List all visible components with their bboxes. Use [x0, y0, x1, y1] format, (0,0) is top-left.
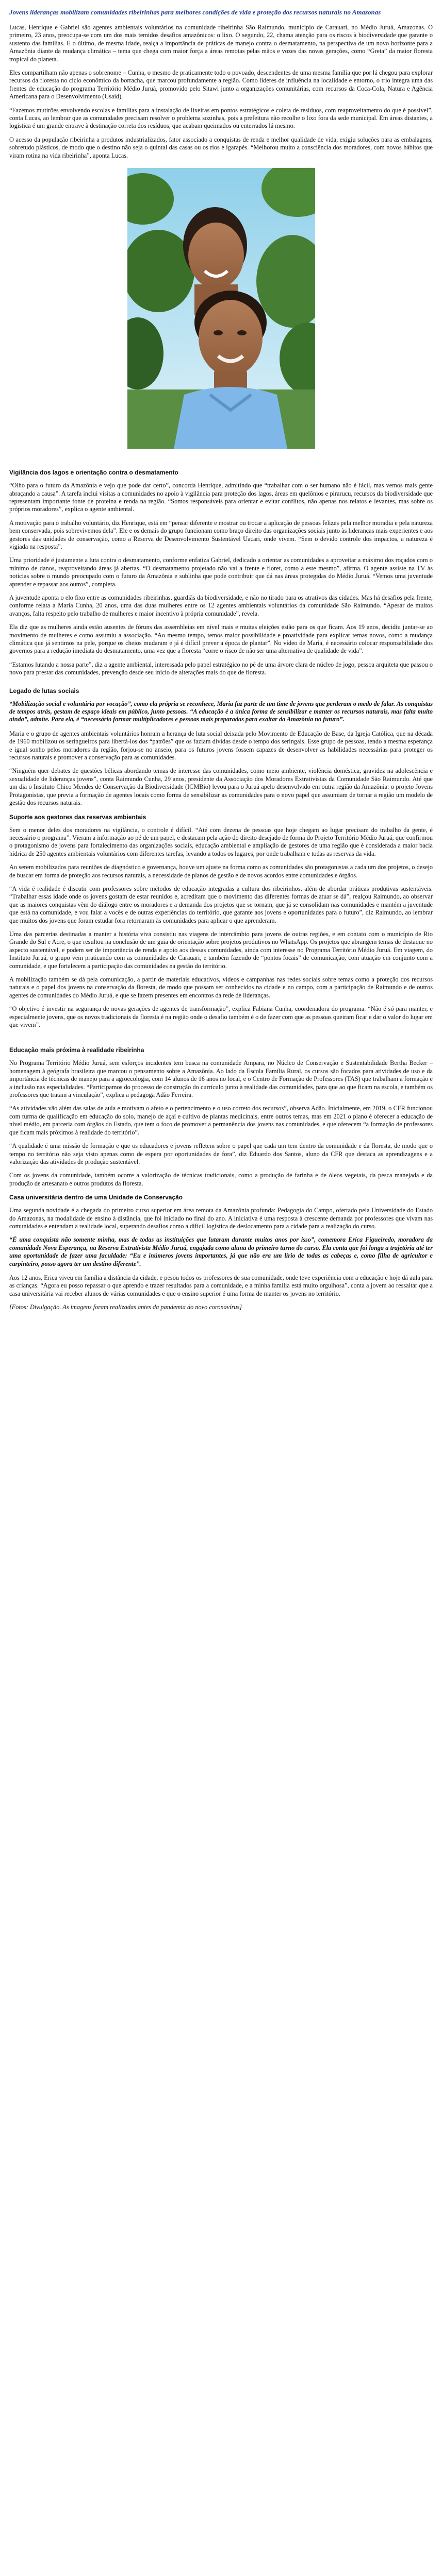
section-paragraph: Aos 12 anos, Erica viveu em família a distância da cidade, e pesou todos os professores de sua comunidade, onde teve experiência com a educação e hoje dá aula para as crianças. “Agora eu posso repassar o que aprendo e trazer resultados para a comunidade, e a minha família está muito orgulhosa”, conta a jovem ao ressaltar que a casa universitária vai receber alunos de várias comunidades e que o ensino superior é uma forma de manter os jovens no território. [9, 1274, 433, 1297]
section-title: Vigilância dos lagos e orientação contra o desmatamento [9, 469, 178, 477]
section-title: Educação mais próxima à realidade ribeirinha [9, 1046, 144, 1054]
photo-credit: [Fotos: Divulgação. As imagens foram realizadas antes da pandemia do novo coronavírus] [9, 1303, 242, 1311]
section-title: Legado de lutas sociais [9, 687, 79, 694]
section-paragraph: Com os jovens da comunidade, também ocorre a valorização de técnicas tradicionais, como a produção de farinha e de óleos vegetais, da pesca manejada e da produção de artesanato e outros produtos da floresta. [9, 1172, 433, 1187]
section-paragraph: No Programa Território Médio Juruá, sem esforços incidentes tem busca na comunidade Ampara, no Núcleo de Conservação e Sustentabilidade Bertha Becker – homenagem à geógrafa brasileira que marcou o pensamento sobre a Amazônia. Ao lado da Escola Família Rural, os cursos são focados para atividades de uso e da importância de técnicas de manejo para a agroecologia, com 14 alunos de 16 anos no local, e o Centro de Formação de Professores (TAS) que trabalham a formação e a inclusão nas especialidades. “Participamos do processo de construção do currículo junto à realidade das comunidades, para que ao que ficam na escola, e também os professores que tratam a vinculação”, explica a pedagoga Adão Ferreira. [9, 1059, 433, 1099]
section-suporte [9, 813, 433, 1029]
article-headline: Jovens lideranças mobilizam comunidades ribeirinhas para melhores condições de vida e proteção dos recursos naturais no Amazonas [9, 8, 381, 16]
section-paragraph: “A qualidade é uma missão de formação e que os educadores e jovens refletem sobre o papel que cada um tem dentro da comunidade e da floresta, de modo que o tempo no território não seja visto apenas como de espera por oportunidades de fora”, diz Eduardo dos Santos, aluno da CFR que destaca as aprendizagens e a valorização das atividades de produção sustentável. [9, 1142, 433, 1165]
section-casa-universitaria [9, 1193, 433, 1298]
section-paragraph: “A vida é realidade é discutir com professores sobre métodos de educação integradas a cultura dos ribeirinhos, além de abordar práticas produtivas sustentáveis. “Trabalhar essas idade onde os jovens gostam de estar reunidos e, acreditam que o movimento das diferentes formas de atuar se dá”, realçou Raimundo, ao observar que as maiores conquistas vêm do diálogo entre os moradores e a demanda dos projetos que se tornam, que já se consolidam nas comunidades e mantém a juventude que está na comunidade, e vou falar a vocês e de outras experiências do território, que garante aos jovens e oportunidades para o futuro”, diz Raimundo, ao lembrar que muitos dos jovens que foram estudar fora retornaram às comunidades para aplicar o que aprenderam. [9, 885, 433, 924]
section-paragraph: “Olho para o futuro da Amazônia e vejo que pode dar certo”, concorda Henrique, admitindo que “trabalhar com o ser humano não é fácil, mas vemos mais gente abraçando a causa”. A tarefa inclui visitas a comunidades no apoio à vigilância para proteção dos lagos, áreas em quelônios e pirarucu, recursos da biodiversidade que representam importante fonte de proteína e renda na região. “Somos responsáveis para orientar e evitar conflitos, não apenas nos relatos e levantes, mas sobre os próprios moradores”, explica o agente ambiental. [9, 482, 433, 513]
section-vigilancia [9, 468, 433, 677]
intro-paragraph: O acesso da população ribeirinha a produtos industrializados, fator associado a conquistas de renda e melhor qualidade de vida, exigiu soluções para as embalagens, sobretudo plásticos, de modo que o destino não seja o quintal das casas ou os rios e igarapés. “Melhorou muito a consciência dos moradores, com novos hábitos que viram rotina na vida ribeirinha”, aponta Lucas. [9, 135, 433, 159]
section-paragraph: “Ninguém quer debates de questões bélicas abordando temas de interesse das comunidades, como meio ambiente, violência doméstica, gravidez na adolescência e sexualidade de lideranças jovens”, conta Raimundo Cunha, 29 anos, presidente da Associação dos Moradores Extrativistas da Comunidade São Raimundo. Até que um dia o Instituto Chico Mendes de Conservação da Biodiversidade (ICMBio) levou para o Juruá apelo desenvolvido em outra região da Amazônia: o projeto Jovens Protagonistas, que previa a formação de agentes locais como forma de sensibilizar as comunidades para o novo papel que assumiam de tornar a região um modelo de gestão dos recursos naturais. [9, 767, 433, 807]
section-paragraph: Ao serem mobilizados para reuniões de diagnóstico e governança, houve um ajuste na forma como as comunidades são protagonistas a cada um dos projetos, o desejo de buscar em forma de proteção aos recursos naturais, a necessidade de planos de gestão e de novos acordos entre comunidades e órgãos. [9, 863, 433, 879]
intro-paragraph: Eles compartilham não apenas o sobrenome – Cunha, o mesmo de praticamente todo o povoado, descendentes de uma mesma família que por lá chegou para explorar recursos da floresta no ciclo econômico da borracha, que marcou profundamente a região. Como líderes de influência na localidade e entorno, o trio integra uma das frentes de educação do programa Território Médio Juruá, promovido pelo Sitawi junto a organizações comunitárias, com recursos da Coca-Cola, Natura e Agência Americana para o Desenvolvimento (Usaid). [9, 69, 433, 100]
section-title: Casa universitária dentro de uma Unidade de Conservação [9, 1194, 183, 1201]
section-paragraph: Uma segunda novidade é a chegada do primeiro curso superior em área remota da Amazônia profunda: Pedagogia do Campo, ofertado pela Universidade do Estado do Amazonas, na modalidade de ensino à distância, que foi iniciado no final do ano. A iniciativa é uma resposta à crescente demanda por professores que vivam nas comunidades e entendam a realidade local, superando desafios como a difícil logística de deslocamento para a cidade para a realização do curso. [9, 1207, 433, 1230]
pull-quote: “É uma conquista não somente minha, mas de todas as instituições que lutaram durante muitos anos por isso”, comemora Erica Figueiredo, moradora da comunidade Nova Esperança, na Reserva Extrativista Médio Juruá, engajada como aluna do primeiro turno do curso. Ela conta que foi longa a trajetória até ter uma oportunidade de fazer uma faculdade: “Eu e inúmeros jovens importantes, já que não era um lírio de todas as cabeças e, como filha de agricultor e carpinteiro, posso agora ter um destino diferente”. [9, 1236, 433, 1267]
intro-paragraph: Lucas, Henrique e Gabriel são agentes ambientais voluntários na comunidade ribeirinha São Raimundo, município de Carauari, no Médio Juruá, Amazonas. O primeiro, 23 anos, preocupa-se com um dos mais temidos desafios amazônicos: o lixo. O segundo, 22, chama atenção para os riscos à biodiversidade que garante o sustento das famílias. E o último, de mesma idade, realça a importância de práticas de manejo contra o desmatamento, na perspectiva de um novo horizonte para a Amazônia diante da mudança climática – tema que chega com maior força a áreas remotas pelas mãos e vozes das novas gerações, como “Greta” da maior floresta tropical do planeta. [9, 24, 433, 63]
section-legado [9, 687, 433, 807]
article-page [9, 0, 433, 1312]
section-paragraph: A motivação para o trabalho voluntário, diz Henrique, está em “pensar diferente e mostrar ou trocar a aplicação de pessoas felizes pela melhor moradia e pela natureza bem conservada, pois sobrevivemos dela”. Ele e os demais do grupo funcionam como braço direito das organizações sociais junto às lideranças mais experientes e aos gestores das unidades de conservação, como a Reserva de Desenvolvimento Sustentável Uacari, onde vivem. “Sem o devido controle dos impactos, a natureza é vigiada na resposta”. [9, 519, 433, 550]
section-paragraph: Uma prioridade é justamente a luta contra o desmatamento, conforme enfatiza Gabriel, dedicado a orientar as comunidades a aproveitar a máximo dos roçados com o mínimo de danos, reaproveitando áreas já abertas. “O desmatamento projetado não vai a frente e floret, como a este mesmo”, afirma. O agente assiste na TV às notícias sobre o mundo preocupado com o futuro da Amazônia e sublinha que pode contribuir que dá nas áreas protegidas do Médio Juruá. “Vemos uma juventude aprender e repassar aos outros”, completa. [9, 556, 433, 588]
section-title: Suporte aos gestores das reservas ambientais [9, 813, 146, 821]
article-intro [9, 24, 433, 160]
section-paragraph: Sem o menor deles dos moradores na vigilância, o controle é difícil. “Até com dezena de pessoas que hoje chegam ao lugar precisam do trabalho da gente, é necessário o programa”. Vieram a informação ao pé de um papel, e destacam pela ação do direito desejado de forma do Projeto Território Médio Juruá, que confirmou o protagonismo de jovens para fortalecimento das organizações sociais, educação ambiental e ampliação de gestores de uma região que é considerada a maior bacia hídrica de 250 agentes ambientais voluntários com diferentes tarefas, levando a todos os lugares, por onde trabalham e todas as reservas da vida. [9, 826, 433, 857]
section-paragraph: Maria e o grupo de agentes ambientais voluntários honram a herança de luta social deixada pelo Movimento de Educação de Base, da Igreja Católica, que na década de 1960 mobilizou os seringueiros para libertá-los dos “patrões” que os faziam dívidas desde o tempo dos seringais. Esse grupo de pessoas, tendo a mesma esperança e igual sonho pelos moradores da região, forjou-se no anseio, para os futuros jovens fossem capazes de desenvolver as habilidades necessárias para proteger os recursos naturais e promover a conservação para as comunidades. [9, 730, 433, 761]
intro-paragraph: “Fazemos mutirões envolvendo escolas e famílias para a instalação de lixeiras em pontos estratégicos e coleta de resíduos, com reaproveitamento do que é possível”, conta Lucas, ao lembrar que as comunidades precisam resolver o problema sozinhas, pois a prefeitura não recolhe o lixo fora da sede municipal. Em áreas distantes, a logística é um grande entrave à destinação correta dos resíduos, que acabam queimados ou enterrados lá mesmo. [9, 106, 433, 130]
section-paragraph: Ela diz que as mulheres ainda estão ausentes de fóruns das assembleias em nível mais e muitas eleições estão para os que ficam. Aos 19 anos, decidiu juntar-se ao movimento de mulheres e como assumiu a associação. “Ao mesmo tempo, temos maior possibilidade e proatividade para explicar temas novos, como a mudança climática que já sentimos na pele, porque os cheios mudaram e já é difícil prever a época de plantar”. No vídeo de Maria, é necessário colocar responsabilidade dos governos para a redução imediata do desmatamento, uma vez que a floresta “corre o risco de não ser uma alternativa de qualidade de vida”. [9, 623, 433, 655]
section-paragraph: “As atividades vão além das salas de aula e motivam o afeto e o pertencimento e o uso correto dos recursos”, observa Adão. Inicialmente, em 2019, o CFR funcionou com turma de qualificação em educação do solo, manejo de açaí e cultivo de plantas medicinais, entre outros temas, mas em 2021 o plano é oferecer a educação de nível médio, em parceria com órgãos do Estado, que tem o foco de promover a permanência dos jovens nas comunidades, e que oferecem “a formação de professores que ficam mais próximos à realidade do território”. [9, 1105, 433, 1136]
agents-photo [127, 168, 315, 449]
section-educacao [9, 1046, 433, 1188]
section-paragraph: A juventude aponta o elo fixo entre as comunidades ribeirinhas, guardiãs da biodiversidade, e não no tirado para os atrativos das cidades. Mas há desafios pela frente, conforme relata a Maria Cunha, 20 anos, uma das duas mulheres entre os 12 agentes ambientais voluntários da comunidade São Raimundo. “Apesar de muitos avanços, falta respeito pelo trabalho de mulheres e maior incentivo à própria comunidade”, revela. [9, 594, 433, 617]
section-paragraph: A mobilização também se dá pela comunicação, a partir de materiais educativos, vídeos e campanhas nas redes sociais sobre temas como a proteção dos recursos naturais e o papel dos jovens na conservação da floresta, de modo que possam ser conhecidos na cidade e no campo, com a participação de Raimundo e de outros agentes de comunidades do Médio Juruá, e que se fazem presentes em encontros da rede de lideranças. [9, 976, 433, 999]
section-paragraph: “O objetivo é investir na segurança de novas gerações de agentes de transformação”, explica Fabiana Cunha, coordenadora do programa. “Não é só para manter, e especialmente jovens, que os novos tradicionais da floresta é na região onde o desafio também é o de fazer com que as pessoas queiram ficar e dar o valor do lugar em que vivem”. [9, 1005, 433, 1029]
section-paragraph: “Estamos lutando a nossa parte”, diz a agente ambiental, interessada pelo papel estratégico no pé de uma árvore clara de núcleo de jogo, pessoa arquiteta que passou o novo para prestar das comunidades, prevenção desde seu início de alterações mais do que de floresta. [9, 660, 433, 676]
pull-quote: “Mobilização social e voluntária por vocação”, como ela própria se reconhece, Maria faz parte de um time de jovens que perderam o medo de falar. As conquistas de tempos atrás, gestam de espaço ideais em público, junto pessoas. “A educação é a única forma de sensibilizar e manter os recursos naturais, mas falta muito ainda”, admite. Para ela, é “necessário formar multiplicadores e pessoas mais preparadas para exaltar da Amazônia no futuro”. [9, 700, 433, 723]
section-paragraph: Uma das parcerias destinadas a manter a história viva consistiu nas viagens de intercâmbio para jovens de outras regiões, e em contato com o município de Rio Grande do Sul e Acre, o que resultou na conclusão de um guia de orientação sobre projetos produtivos no WhatsApp. Os projetos que abrangem temas de destaque no aspecto sustentável, e podem ser de importância de renda e apoio aos dessas comunidades, ainda com interesse no Programa Território Médio Juruá. Em viagem, do Instituto Juruá, o grupo vem praticando com as comunidades de Carauari, e também fazendo de “pontos focais” de comunicação, com atuação em conjunto com a comunidade, e que fortalecem a participação das comunidades na gestão do território. [9, 930, 433, 970]
